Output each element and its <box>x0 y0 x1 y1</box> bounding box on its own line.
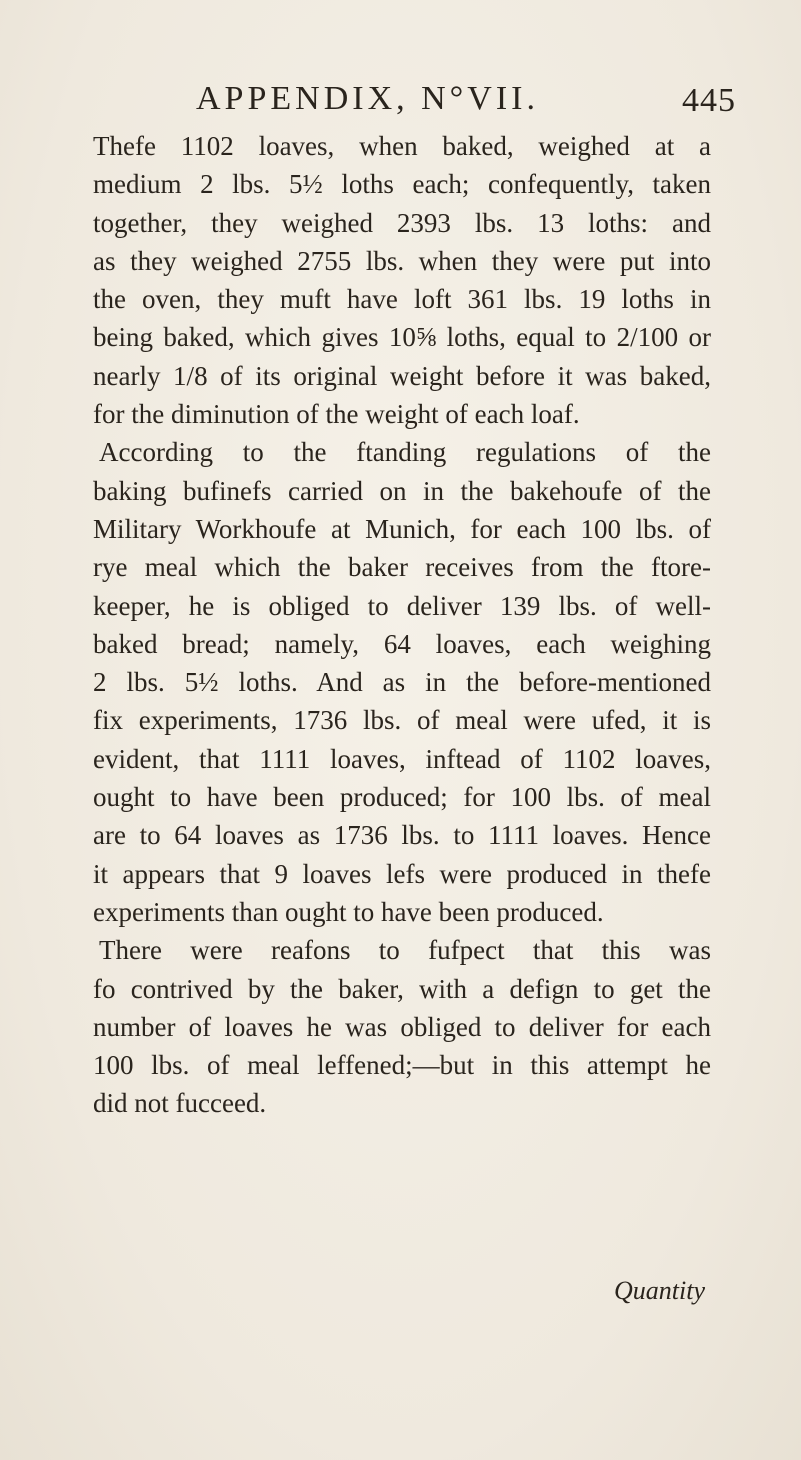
text-line: nearly 1/8 of its original weight before it was baked, <box>93 360 711 391</box>
text-line: being baked, which gives 10⅝ loths, equal to 2/100 or <box>93 322 711 353</box>
text-line: baking bufinefs carried on in the bakehoufe of the <box>93 475 711 506</box>
text-line: baked bread; namely, 64 loaves, each weighing <box>93 628 711 659</box>
header-title: APPENDIX, N°VII. <box>196 80 539 117</box>
text-line: Thefe 1102 loaves, when baked, weighed at a <box>93 131 711 161</box>
catchword: Quantity <box>614 1276 705 1305</box>
text-line: keeper, he is obliged to deliver 139 lbs. of well- <box>93 590 711 621</box>
text-line: did not fucceed. <box>93 1088 267 1119</box>
text-line: are to 64 loaves as 1736 lbs. to 1111 loaves. Hence <box>93 820 711 851</box>
text-line: There were reafons to fufpect that this was <box>99 935 711 966</box>
text-line: fo contrived by the baker, with a defign to get the <box>93 973 711 1004</box>
text-line: evident, that 1111 loaves, inftead of 1102 loaves, <box>93 743 711 774</box>
text-line: medium 2 lbs. 5½ loths each; confequently, taken <box>93 169 711 200</box>
text-line: 2 lbs. 5½ loths. And as in the before-mentioned <box>93 667 711 698</box>
text-line: together, they weighed 2393 lbs. 13 loths: and <box>93 207 711 238</box>
text-line: ought to have been produced; for 100 lbs. of meal <box>93 782 711 813</box>
text-line: as they weighed 2755 lbs. when they were put into <box>93 245 711 276</box>
text-line: experiments than ought to have been produced. <box>93 896 604 927</box>
page-number: 445 <box>682 82 736 119</box>
running-header <box>196 80 736 128</box>
text-line: number of loaves he was obliged to deliver for each <box>93 1011 711 1042</box>
text-line: fix experiments, 1736 lbs. of meal were ufed, it is <box>93 705 711 736</box>
text-line: According to the ftanding regulations of the <box>99 437 711 468</box>
body-text <box>93 127 711 1123</box>
text-line: rye meal which the baker receives from the ftore- <box>93 552 711 583</box>
text-line: it appears that 9 loaves lefs were produced in thefe <box>93 858 711 889</box>
text-line: 100 lbs. of meal leffened;—but in this attempt he <box>93 1050 711 1081</box>
text-line: Military Workhoufe at Munich, for each 100 lbs. of <box>93 513 711 544</box>
text-line: the oven, they muft have loft 361 lbs. 19 loths in <box>93 284 711 315</box>
text-line: for the diminution of the weight of each loaf. <box>93 399 580 430</box>
